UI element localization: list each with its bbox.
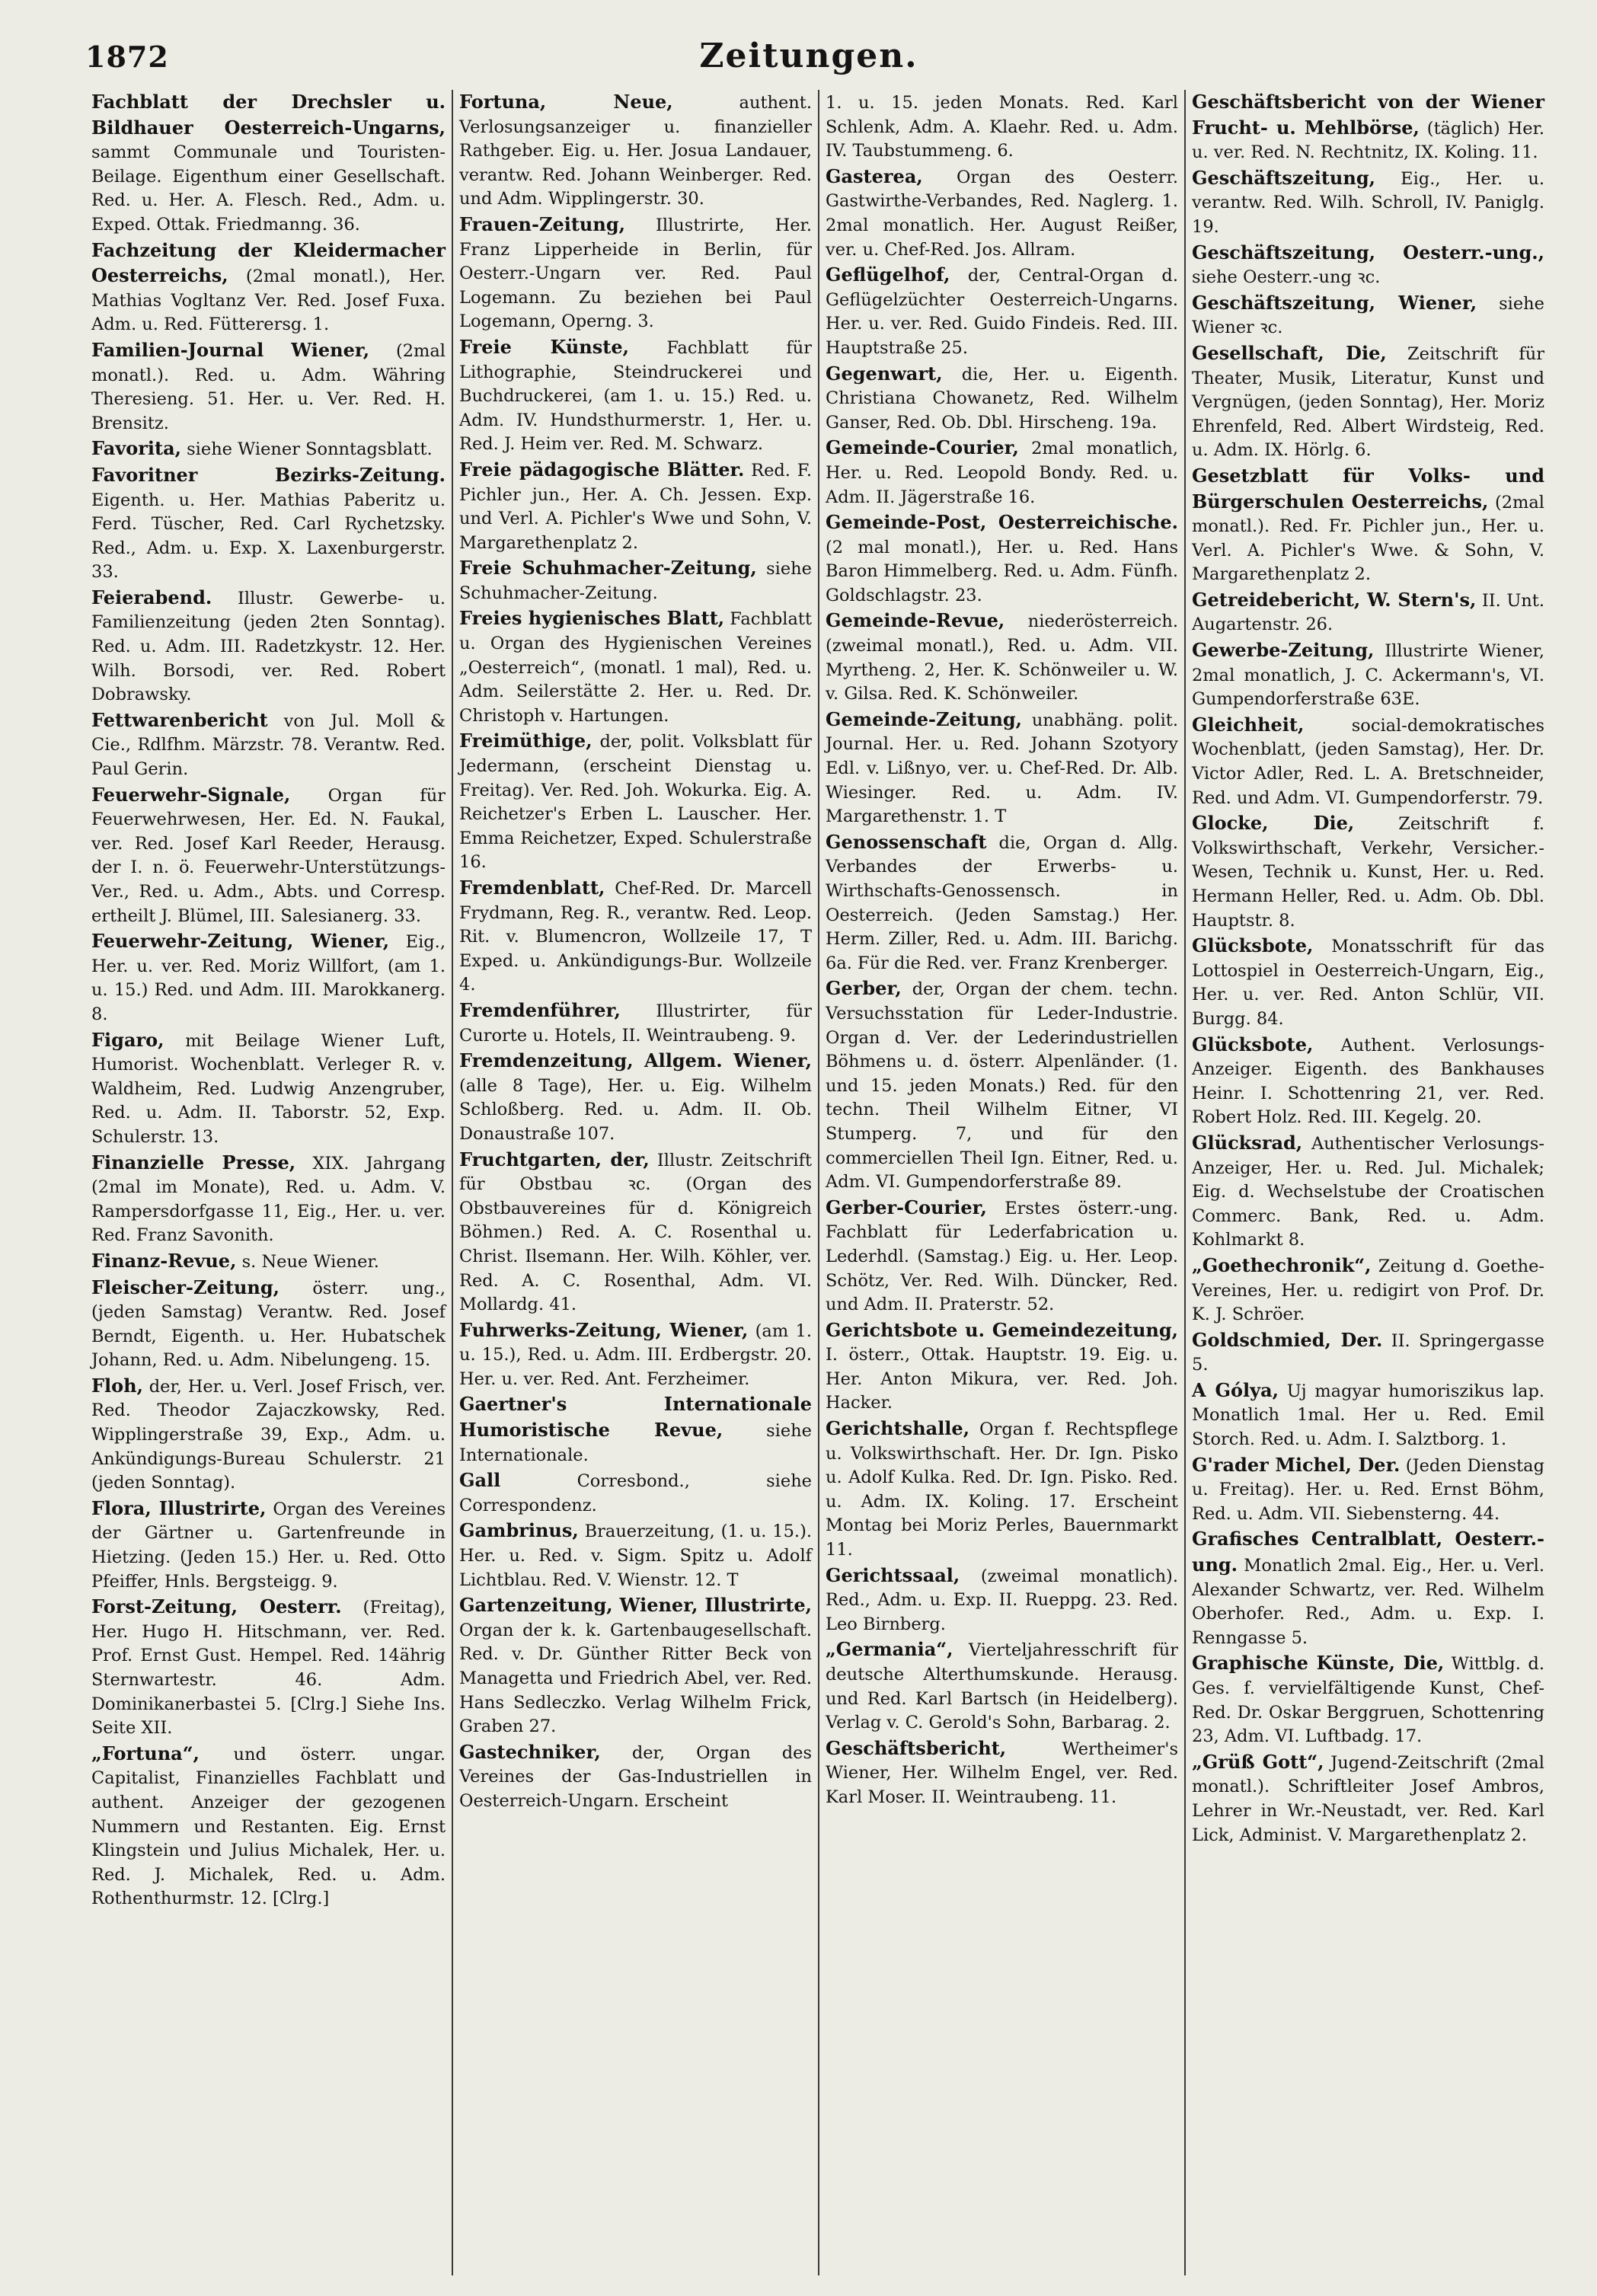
directory-entry <box>459 1593 812 1739</box>
entry-headword: Forst-Zeitung, Oesterr. <box>91 1595 342 1618</box>
entry-text: der, Organ der chem. techn. Versuchsstation für Leder-Industrie. Organ d. Ver. der Lederindustriellen Böhmens u. d. österr. Alpenländer. (1. und 15. jeden Monats.) Red. für den techn. Theil Wilhelm Eitner, VI Stumperg. 7, und für den commerciellen Theil Ign. Eitner, Red. u. Adm. VI. Gumpendorferstraße 89. <box>826 979 1178 1193</box>
entry-headword: Freie Schuhmacher-Zeitung, <box>459 557 757 580</box>
entry-headword: Graphische Künste, Die, <box>1192 1652 1445 1675</box>
entry-text: siehe Internationale. <box>459 1421 812 1465</box>
running-title: Zeitungen. <box>699 37 918 75</box>
entry-text: 1. u. 15. jeden Monats. Red. Karl Schlenk, Adm. A. Klaehr. Red. u. Adm. IV. Taubstummeng. 6. <box>826 93 1178 161</box>
entry-text: 2mal monatlich, Her. u. Red. Leopold Bondy. Red. u. Adm. II. Jägerstraße 16. <box>826 439 1178 507</box>
entry-text: Wertheimer's Wiener, Her. Wilhelm Engel, ver. Red. Karl Moser. II. Weintraubeng. 11. <box>826 1739 1178 1807</box>
entry-text: und österr. ungar. Capitalist, Finanzielles Fachblatt und authent. Anzeiger der gezogenen Nummern und Restanten. Eig. Ernst Klingstein und Julius Michalek, Her. u. Red. J. Michalek, Red. u. Adm. Rothenthurmstr. 12. [Clrg.] <box>91 1744 446 1909</box>
entry-headword: Gesetzblatt für Volks- und Bürgerschulen Oesterreichs, <box>1192 464 1544 513</box>
directory-entry <box>459 1468 812 1518</box>
entry-headword: Geschäftsbericht, <box>826 1736 1007 1759</box>
entry-text: Organ des Oesterr. Gastwirthe-Verbandes, Red. Naglerg. 1. 2mal monatlich. Her. August Reißer, ver. u. Chef-Red. Jos. Allram. <box>826 167 1178 260</box>
directory-entry <box>459 1518 812 1592</box>
directory-entry <box>1192 1253 1544 1327</box>
directory-entry <box>91 463 446 585</box>
entry-text: (Freitag), Her. Hugo H. Hitschmann, ver. Red. Prof. Ernst Gust. Hempel. Red. 14ährig Sternwartestr. 46. Adm. Dominikanerbastei 5. [Clrg.] Siehe Ins. Seite XII. <box>91 1598 446 1739</box>
directory-entry <box>1192 1651 1544 1748</box>
entry-headword: Feuerwehr-Zeitung, Wiener, <box>91 930 390 953</box>
entry-text: (zweimal monatlich). Red., Adm. u. Exp. II. Rueppg. 23. Red. Leo Birnberg. <box>826 1566 1178 1634</box>
entry-headword: Gasterea, <box>826 164 923 187</box>
entry-text: Zeitschrift f. Volkswirthschaft, Verkehr, Versicher.-Wesen, Technik u. Kunst, Her. u. Red. Hermann Heller, Red. u. Adm. Ob. Dbl. Hauptstr. 8. <box>1192 814 1544 931</box>
entry-headword: Gewerbe-Zeitung, <box>1192 639 1375 662</box>
entry-headword: Fuhrwerks-Zeitung, Wiener, <box>459 1318 749 1341</box>
directory-entry <box>1192 241 1544 290</box>
directory-entry <box>826 1196 1178 1317</box>
directory-entry <box>459 998 812 1048</box>
entry-text: Jugend-Zeitschrift (2mal monatl.). Schriftleiter Josef Ambros, Lehrer in Wr.-Neustadt, ver. Red. Karl Lick, Administ. V. Margarethenplatz 2. <box>1192 1752 1545 1845</box>
entry-headword: Gerber-Courier, <box>826 1196 987 1218</box>
entry-text: Fachblatt für Lithographie, Steindruckerei und Buchdruckerei, (am 1. u. 15.) Red. u. Adm. IV. Hundsthurmerstr. 1, Her. u. Red. J. Heim ver. Red. M. Schwarz. <box>459 337 812 455</box>
entry-headword: Glocke, Die, <box>1192 812 1355 835</box>
entry-text: siehe Oesterr.-ung ꝛc. <box>1192 267 1381 288</box>
directory-entry <box>826 608 1178 706</box>
column-2 <box>452 90 818 2275</box>
entry-text: social-demokratisches Wochenblatt, (jeden Samstag), Her. Dr. Victor Adler, Red. L. A. Bretschneider, Red. und Adm. VI. Gumpendorferstr. 79. <box>1192 715 1544 808</box>
entry-headword: „Germania“, <box>826 1638 953 1661</box>
directory-entry <box>91 1151 446 1248</box>
directory-entry <box>1192 341 1544 463</box>
entry-text: Vierteljahresschrift für deutsche Alterthumskunde. Herausg. und Red. Karl Bartsch (in Heidelberg). Verlag v. C. Gerold's Sohn, Barbarag. 2. <box>826 1640 1178 1733</box>
entry-text: der, Central-Organ d. Geflügelzüchter Oesterreich-Ungarns. Her. u. ver. Red. Guido Findeis. Red. III. Hauptstraße 25. <box>826 266 1178 358</box>
entry-text: XIX. Jahrgang (2mal im Monate), Red. u. Adm. V. Rampersdorfgasse 11, Eig., Her. u. ver. Red. Franz Savonith. <box>91 1153 446 1246</box>
directory-entry <box>91 1028 446 1150</box>
entry-headword: Geschäftszeitung, Oesterr.-ung., <box>1192 241 1544 263</box>
directory-entry <box>91 1595 446 1741</box>
directory-entry <box>1192 1328 1544 1378</box>
entry-text: (am 1. u. 15.), Red. u. Adm. III. Erdbergstr. 20. Her. u. ver. Red. Ant. Ferzheimer. <box>459 1320 812 1389</box>
entry-text: Organ des Vereines der Gärtner u. Gartenfreunde in Hietzing. (Jeden 15.) Her. u. Red. Otto Pfeiffer, Hnls. Bergsteigg. 9. <box>91 1499 446 1592</box>
directory-entry <box>826 90 1178 164</box>
entry-text: s. Neue Wiener. <box>236 1251 379 1272</box>
entry-text: Eigenth. u. Her. Mathias Paberitz u. Ferd. Tüscher, Red. Carl Rychetzsky. Red., Adm. u. Exp. X. Laxenburgerstr. 33. <box>91 490 446 583</box>
entry-headword: Gemeinde-Revue, <box>826 609 1005 632</box>
entry-text: II. Springergasse 5. <box>1192 1330 1544 1375</box>
entry-text: Organ für Feuerwehrwesen, Her. Ed. N. Faukal, ver. Red. Josef Karl Reeder, Herausg. der I. n. ö. Feuerwehr-Unterstützungs-Ver., Red. u. Adm., Abts. und Corresp. ertheilt J. Blümel, III. Salesianerg. 33. <box>91 785 446 926</box>
entry-text: (alle 8 Tage), Her. u. Eig. Wilhelm Schloßberg. Red. u. Adm. II. Ob. Donaustraße 107. <box>459 1075 812 1144</box>
entry-headword: Freie pädagogische Blätter. <box>459 458 745 481</box>
entry-text: österr. ung., (jeden Samstag) Verantw. Red. Josef Berndt, Eigenth. u. Her. Hubatschek Johann, Red. u. Adm. Nibelungeng. 15. <box>91 1278 446 1371</box>
entry-headword: Geflügelhof, <box>826 263 950 286</box>
directory-entry <box>459 1148 812 1317</box>
columns-container <box>85 90 1551 2275</box>
entry-text: Chef-Red. Dr. Marcell Frydmann, Reg. R., verantw. Red. Leop. Rit. v. Blumencron, Wollzeile 17, T Exped. u. Ankündigungs-Bur. Wollzeile 4. <box>459 879 812 995</box>
entry-headword: Gambrinus, <box>459 1519 579 1542</box>
entry-text: sammt Communale und Touristen-Beilage. Eigenthum einer Gesellschaft. Red. u. Her. A. Flesch. Red., Adm. u. Exped. Ottak. Friedmanng. 36. <box>91 142 446 235</box>
entry-text: Eig., Her. u. verantw. Red. Wilh. Schroll, IV. Paniglg. 19. <box>1192 168 1544 237</box>
entry-headword: Freimüthige, <box>459 730 592 752</box>
directory-entry <box>91 929 446 1027</box>
entry-headword: Freie Künste, <box>459 335 629 358</box>
directory-entry <box>826 263 1178 360</box>
entry-headword: A Gólya, <box>1192 1378 1279 1401</box>
entry-text: Illustr. Gewerbe- u. Familienzeitung (jeden 2ten Sonntag). Red. u. Adm. III. Radetzkystr. 12. Her. Wilh. Borsodi, ver. Red. Robert Dobrawsky. <box>91 588 446 705</box>
entry-text: die, Her. u. Eigenth. Christiana Chowanetz, Red. Wilhelm Ganser, Red. Ob. Dbl. Hirscheng. 19a. <box>826 364 1178 433</box>
entry-headword: Glücksrad, <box>1192 1131 1303 1154</box>
directory-entry <box>459 458 812 555</box>
directory-entry <box>459 876 812 998</box>
directory-entry <box>1192 1453 1544 1527</box>
directory-entry <box>459 1318 812 1392</box>
entry-text: Red. F. Pichler jun., Her. A. Ch. Jessen. Exp. und Verl. A. Pichler's Wwe und Sohn, V. Margarethenplatz 2. <box>459 460 813 553</box>
entry-headword: Geschäftszeitung, <box>1192 166 1375 189</box>
page-header <box>85 37 1532 82</box>
entry-headword: Fruchtgarten, der, <box>459 1148 650 1170</box>
entry-headword: Geschäftszeitung, Wiener, <box>1192 291 1477 314</box>
entry-headword: „Grüß Gott“, <box>1192 1750 1324 1773</box>
directory-entry <box>1192 934 1544 1031</box>
entry-headword: Freies hygienisches Blatt, <box>459 607 725 630</box>
entry-text: Illustrirte Wiener, 2mal monatlich, J. C. Ackermann's, VI. Gumpendorferstraße 63E. <box>1192 641 1544 710</box>
directory-entry <box>91 783 446 929</box>
entry-headword: Flora, Illustrirte, <box>91 1496 267 1519</box>
entry-headword: Gemeinde-Courier, <box>826 436 1019 459</box>
directory-entry <box>459 1049 812 1146</box>
column-4 <box>1184 90 1551 2275</box>
entry-text: Organ der k. k. Gartenbaugesellschaft. Red. v. Dr. Günther Ritter Beck von Managetta und Friedrich Abel, ver. Red. Hans Sedleczko. Verlag Wilhelm Frick, Graben 27. <box>459 1620 812 1737</box>
directory-entry <box>91 90 446 238</box>
entry-text: Zeitung d. Goethe-Vereines, Her. u. redigirt von Prof. Dr. K. J. Schröer. <box>1192 1256 1544 1325</box>
directory-entry <box>826 1416 1178 1563</box>
directory-entry <box>1192 1131 1544 1253</box>
entry-headword: „Fortuna“, <box>91 1742 200 1764</box>
entry-text: Erstes österr.-ung. Fachblatt für Lederfabrication u. Lederhdl. (Samstag.) Eig. u. Her. Leop. Schötz, Ver. Red. Wilh. Düncker, Red. und Adm. II. Praterstr. 52. <box>826 1198 1178 1315</box>
entry-headword: Fachblatt der Drechsler u. Bildhauer Oesterreich-Ungarns, <box>91 91 446 139</box>
entry-text: Wittblg. d. Ges. f. vervielfältigende Kunst, Chef-Red. Dr. Oskar Berggruen, Schottenring 23, Adm. VI. Luftbadg. 17. <box>1192 1654 1544 1747</box>
entry-headword: Glücksbote, <box>1192 1033 1314 1055</box>
entry-headword: Gegenwart, <box>826 362 943 385</box>
directory-entry <box>826 830 1178 976</box>
directory-entry <box>826 164 1178 262</box>
directory-entry <box>91 1742 446 1911</box>
directory-entry <box>1192 90 1544 165</box>
directory-entry <box>826 1563 1178 1637</box>
entry-text: unabhäng. polit. Journal. Her. u. Red. Johann Szotyory Edl. v. Lißnyo, ver. u. Chef-Red. Dr. Alb. Wiesinger. Red. u. Adm. IV. Margarethenstr. 1. T <box>826 710 1178 827</box>
directory-entry <box>1192 1378 1544 1452</box>
entry-headword: Gerber, <box>826 977 902 1000</box>
directory-entry <box>826 436 1178 509</box>
entry-headword: Geschäftsbericht von der Wiener Frucht- u. Mehlbörse, <box>1192 91 1544 139</box>
entry-text: Authentischer Verlosungs-Anzeiger, Her. u. Red. Jul. Michalek; Eig. d. Wechselstube der Croatischen Commerc. Bank, Red. u. Adm. Kohlmarkt 8. <box>1192 1133 1544 1250</box>
entry-text: (2mal monatl.), Her. Mathias Vogltanz Ver. Red. Josef Fuxa. Adm. u. Red. Fütterersg. 1. <box>91 267 446 335</box>
entry-text: siehe Wiener Sonntagsblatt. <box>180 439 433 460</box>
entry-text: von Jul. Moll & Cie., Rdlfhm. Märzstr. 78. Verantw. Red. Paul Gerin. <box>91 711 446 780</box>
entry-headword: Fettwarenbericht <box>91 708 268 731</box>
entry-headword: Gerichtshalle, <box>826 1417 970 1440</box>
directory-entry <box>1192 291 1544 340</box>
entry-text: siehe Schuhmacher-Zeitung. <box>459 559 812 603</box>
directory-entry <box>1192 811 1544 933</box>
directory-entry <box>91 1249 446 1275</box>
directory-entry <box>1192 713 1544 810</box>
entry-text: II. Unt. Augartenstr. 26. <box>1192 590 1544 635</box>
entry-text: siehe Wiener ꝛc. <box>1192 293 1544 338</box>
entry-text: die, Organ d. Allg. Verbandes der Erwerbs- u. Wirthschafts-Genossensch. in Oesterreich. (Jeden Samstag.) Her. Herm. Ziller, Red. u. Adm. III. Barichg. 6a. Für die Red. ver. Franz Krenberger. <box>826 832 1178 973</box>
entry-text: der, Organ des Vereines der Gas-Industriellen in Oesterreich-Ungarn. Erscheint <box>459 1742 812 1811</box>
entry-text: Uj magyar humoriszikus lap. Monatlich 1mal. Her u. Red. Emil Storch. Red. u. Adm. I. Salztborg. 1. <box>1192 1381 1544 1450</box>
entry-headword: Grafisches Centralblatt, Oesterr.-ung. <box>1192 1528 1544 1576</box>
entry-headword: Gaertner's Internationale Humoristische Revue, <box>459 1393 812 1442</box>
entry-headword: Feuerwehr-Signale, <box>91 783 291 806</box>
entry-headword: Gastechniker, <box>459 1740 601 1763</box>
directory-entry <box>91 338 446 436</box>
entry-headword: Fremdenzeitung, Allgem. Wiener, <box>459 1049 812 1072</box>
directory-entry <box>91 708 446 782</box>
directory-entry <box>459 1392 812 1467</box>
column-3 <box>818 90 1184 2275</box>
directory-entry <box>826 1736 1178 1810</box>
directory-entry <box>459 729 812 875</box>
entry-headword: Fremdenblatt, <box>459 877 605 899</box>
directory-entry <box>1192 1033 1544 1130</box>
entry-headword: Gleichheit, <box>1192 713 1305 736</box>
directory-entry <box>459 212 812 334</box>
entry-headword: Gartenzeitung, Wiener, Illustrirte, <box>459 1594 812 1617</box>
entry-text: Authent. Verlosungs-Anzeiger. Eigenth. des Bankhauses Heinr. I. Schottenring 21, ver. Red. Robert Holz. Red. III. Kegelg. 20. <box>1192 1035 1544 1128</box>
entry-headword: Genossenschaft <box>826 830 987 853</box>
entry-headword: Fachzeitung der Kleidermacher Oesterreichs, <box>91 238 446 287</box>
entry-headword: Glücksbote, <box>1192 934 1314 957</box>
entry-headword: Finanz-Revue, <box>91 1249 237 1272</box>
directory-entry <box>91 436 446 462</box>
entry-headword: Floh, <box>91 1374 143 1397</box>
entry-text: (2mal monatl.). Red. Fr. Pichler jun., Her. u. Verl. A. Pichler's Wwe. & Sohn, V. Margarethenplatz 2. <box>1192 492 1544 585</box>
entry-text: I. österr., Ottak. Hauptstr. 19. Eig. u. Her. Anton Mikura, ver. Red. Joh. Hacker. <box>826 1345 1178 1413</box>
entry-text: (täglich) Her. u. ver. Red. N. Rechtnitz, IX. Koling. 11. <box>1192 118 1545 163</box>
entry-headword: „Goethechronik“, <box>1192 1253 1372 1276</box>
entry-headword: Familien-Journal Wiener, <box>91 338 370 361</box>
entry-text: Monatlich 2mal. Eig., Her. u. Verl. Alexander Schwartz, ver. Red. Wilhelm Oberhofer. Red., Adm. u. Exp. I. Renngasse 5. <box>1192 1556 1544 1648</box>
entry-headword: Getreidebericht, W. Stern's, <box>1192 588 1477 611</box>
directory-entry <box>1192 464 1544 587</box>
directory-entry <box>1192 588 1544 637</box>
page-number: 1872 <box>85 40 169 74</box>
directory-entry <box>459 335 812 457</box>
directory-entry <box>91 1276 446 1373</box>
directory-entry <box>91 1374 446 1496</box>
entry-headword: Gerichtsbote u. Gemeindezeitung, <box>826 1318 1178 1341</box>
entry-text: Organ f. Rechtspflege u. Volkswirthschaft. Her. Dr. Ign. Pisko u. Adolf Kulka. Red. Dr. Ign. Pisko. Red. u. Adm. IX. Koling. 17. Erscheint Montag bei Moriz Perles, Bauernmarkt 11. <box>826 1419 1178 1560</box>
directory-entry <box>1192 638 1544 712</box>
directory-entry <box>1192 1750 1544 1847</box>
directory-entry <box>826 1318 1178 1416</box>
entry-text: (2mal monatl.). Red. u. Adm. Währing Theresieng. 51. Her. u. Ver. Red. H. Brensitz. <box>91 340 446 433</box>
entry-text: Illustrirte, Her. Franz Lipperheide in Berlin, für Oesterr.-Ungarn ver. Red. Paul Logemann. Zu beziehen bei Paul Logemann, Operng. 3. <box>459 215 812 332</box>
entry-text: Zeitschrift für Theater, Musik, Literatur, Kunst und Vergnügen, (jeden Sonntag), Her. Moriz Ehrenfeld, Red. Albert Wirdsteig, Red. u. Adm. IX. Hörlg. 6. <box>1192 343 1544 461</box>
entry-headword: Figaro, <box>91 1028 164 1051</box>
entry-text: Illustr. Zeitschrift für Obstbau ꝛc. (Organ des Obstbauvereines für d. Königreich Böhmen.) Red. A. C. Rosenthal u. Christ. Ilsemann. Her. Wilh. Köhler, ver. Red. A. C. Rosenthal, Adm. VI. Mollardg. 41. <box>459 1150 812 1315</box>
entry-text: mit Beilage Wiener Luft, Humorist. Wochenblatt. Verleger R. v. Waldheim, Red. Ludwig Anzengruber, Red. u. Adm. II. Taborstr. 52, Exp. Schulerstr. 13. <box>91 1030 446 1147</box>
entry-text: Corresbond., siehe Correspondenz. <box>459 1471 812 1515</box>
entry-headword: Gemeinde-Zeitung, <box>826 707 1023 730</box>
directory-entry <box>91 1496 446 1594</box>
directory-entry <box>826 362 1178 436</box>
entry-text: Brauerzeitung, (1. u. 15.). Her. u. Red. v. Sigm. Spitz u. Adolf Lichtblau. Red. V. Wienstr. 12. T <box>459 1522 812 1590</box>
column-1 <box>85 90 452 2275</box>
directory-entry <box>91 238 446 337</box>
entry-headword: Feierabend. <box>91 586 212 608</box>
entry-headword: G'rader Michel, Der. <box>1192 1453 1401 1476</box>
entry-text: niederösterreich. (zweimal monatl.), Red. u. Adm. VII. Myrtheng. 2, Her. K. Schönweiler u. W. v. Gilsa. Red. K. Schönweiler. <box>826 612 1178 704</box>
directory-entry <box>1192 1527 1544 1650</box>
entry-text: der, polit. Volksblatt für Jedermann, (erscheint Dienstag u. Freitag). Ver. Red. Joh. Wokurka. Eig. A. Reichetzer's Erben L. Lauscher. Her. Emma Reichetzer, Exped. Schulerstraße 16. <box>459 732 812 873</box>
entry-text: Monatsschrift für das Lottospiel in Oesterreich-Ungarn, Eig., Her. u. ver. Red. Anton Schlür, VII. Burgg. 84. <box>1192 937 1544 1029</box>
entry-headword: Gemeinde-Post, Oesterreichische. <box>826 511 1178 534</box>
entry-text: Illustrirter, für Curorte u. Hotels, II. Weintraubeng. 9. <box>459 1001 812 1046</box>
directory-entry <box>459 556 812 605</box>
directory-entry <box>459 606 812 728</box>
directory-entry <box>91 586 446 707</box>
directory-entry <box>826 510 1178 608</box>
directory-entry <box>826 976 1178 1194</box>
entry-headword: Fleischer-Zeitung, <box>91 1276 280 1298</box>
directory-entry <box>826 1637 1178 1735</box>
entry-headword: Gerichtssaal, <box>826 1563 960 1586</box>
entry-headword: Gall <box>459 1469 501 1492</box>
entry-headword: Fremdenführer, <box>459 998 621 1021</box>
entry-headword: Goldschmied, Der. <box>1192 1328 1383 1351</box>
entry-text: Fachblatt u. Organ des Hygienischen Vereines „Oesterreich“, (monatl. 1 mal), Red. u. Adm. Seilerstätte 2. Her. u. Red. Dr. Christoph v. Hartungen. <box>459 609 812 726</box>
entry-headword: Gesellschaft, Die, <box>1192 341 1387 364</box>
entry-headword: Fortuna, Neue, <box>459 91 673 113</box>
entry-headword: Frauen-Zeitung, <box>459 212 625 235</box>
entry-text: (Jeden Dienstag u. Freitag). Her. u. Red. Ernst Böhm, Red. u. Adm. VII. Siebensterng. 44. <box>1192 1455 1545 1524</box>
entry-text: (2 mal monatl.), Her. u. Red. Hans Baron Himmelberg. Red. u. Adm. Fünfh. Goldschlagstr. 23. <box>826 537 1178 605</box>
directory-entry <box>826 707 1178 829</box>
entry-text: der, Her. u. Verl. Josef Frisch, ver. Red. Theodor Zajaczkowsky, Red. Wipplingerstraße 39, Exp., Adm. u. Ankündigungs-Bureau Schulerstr. 21 (jeden Sonntag). <box>91 1376 446 1493</box>
directory-entry <box>459 90 812 212</box>
entry-text: authent. Verlosungsanzeiger u. finanzieller Rathgeber. Eig. u. Her. Josua Landauer, verantw. Red. Johann Weinberger. Red. und Adm. Wipplingerstr. 30. <box>459 93 812 209</box>
entry-headword: Favorita, <box>91 437 181 460</box>
entry-headword: Finanzielle Presse, <box>91 1151 296 1174</box>
entry-text: Eig., Her. u. ver. Red. Moriz Willfort, (am 1. u. 15.) Red. und Adm. III. Marokkanerg. 8. <box>91 932 446 1024</box>
entry-headword: Favoritner Bezirks-Zeitung. <box>91 463 446 486</box>
directory-entry <box>459 1740 812 1814</box>
directory-entry <box>1192 166 1544 240</box>
